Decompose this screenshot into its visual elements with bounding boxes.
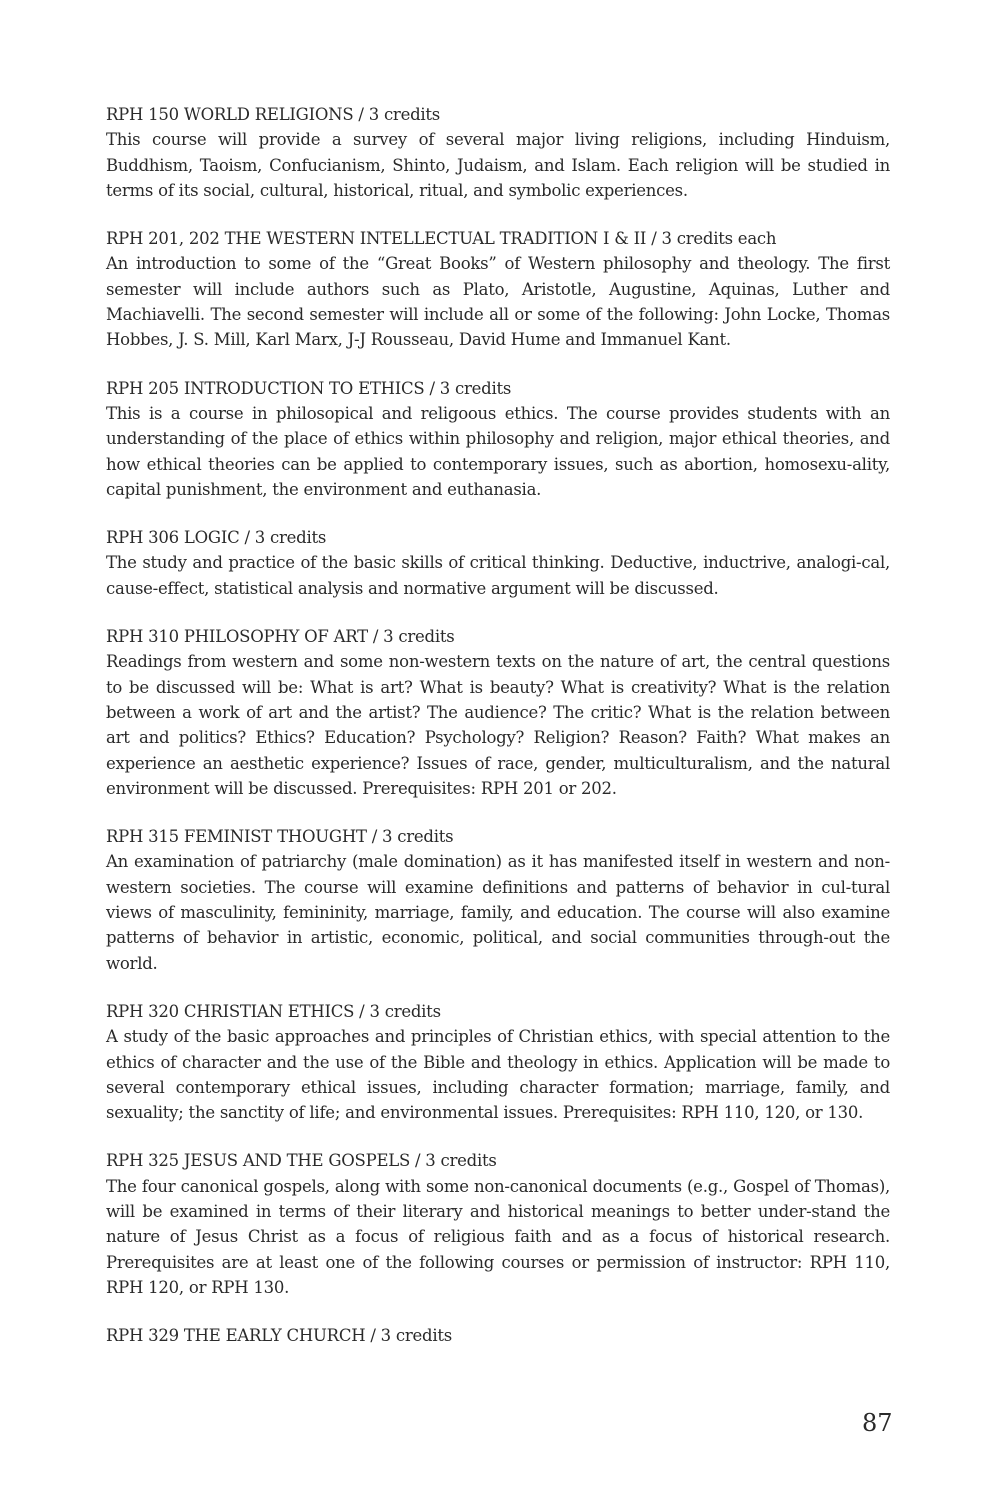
course-description: An examination of patriarchy (male domination) as it has manifested itself in western and non-western societies. The course will examine definitions and patterns of behavior in cul-tural views of masculinity, femininity, marriage, family, and education. The course will also examine patterns of behavior in artistic, economic, political, and social communities through-out the world. — [106, 852, 890, 973]
course-description: The study and practice of the basic skills of critical thinking. Deductive, inductrive, analogi-cal, cause-effect, statistical analysis and normative argument will be discussed. — [106, 553, 890, 598]
course-title: RPH 315 FEMINIST THOUGHT / 3 credits — [106, 827, 454, 847]
course-description: This course will provide a survey of several major living religions, including Hinduism, Buddhism, Taoism, Confucianism, Shinto, Judaism, and Islam. Each religion will be studied in terms of its social, cultural, historical, ritual, and symbolic experiences. — [106, 130, 890, 200]
course-title: RPH 205 INTRODUCTION TO ETHICS / 3 credits — [106, 378, 512, 398]
course-entry-rph-306 — [106, 525, 890, 601]
course-description: The four canonical gospels, along with some non-canonical documents (e.g., Gospel of Thomas), will be examined in terms of their literary and historical meanings to better under-stand the nature of Jesus Christ as a focus of religious faith and as a focus of historical research. Prerequisites are at least one of the following courses or permission of instructor: RPH 110, RPH 120, or RPH 130. — [106, 1176, 890, 1297]
course-title: RPH 325 JESUS AND THE GOSPELS / 3 credits — [106, 1151, 497, 1171]
course-entry-rph-315 — [106, 824, 890, 976]
course-description: This is a course in philosopical and religoous ethics. The course provides students with an understanding of the place of ethics within philosophy and religion, major ethical theories, and how ethical theories can be applied to contemporary issues, such as abortion, homosexu-ality, capital punishment, the environment and euthanasia. — [106, 403, 890, 499]
course-title: RPH 310 PHILOSOPHY OF ART / 3 credits — [106, 627, 455, 647]
course-title: RPH 201, 202 THE WESTERN INTELLECTUAL TRADITION I & II / 3 credits each — [106, 229, 777, 249]
course-entry-rph-205 — [106, 376, 890, 502]
course-description: A study of the basic approaches and principles of Christian ethics, with special attention to the ethics of character and the use of the Bible and theology in ethics. Application will be made to several contemporary ethical issues, including character formation; marriage, family, and sexuality; the sanctity of life; and environmental issues. Prerequisites: RPH 110, 120, or 130. — [106, 1027, 890, 1123]
course-entry-rph-320 — [106, 999, 890, 1125]
course-title: RPH 150 WORLD RELIGIONS / 3 credits — [106, 105, 441, 124]
course-entry-rph-150 — [106, 102, 890, 203]
course-entry-rph-325 — [106, 1148, 890, 1300]
course-title: RPH 320 CHRISTIAN ETHICS / 3 credits — [106, 1001, 441, 1021]
course-entry-rph-329 — [106, 1323, 890, 1348]
course-title: RPH 306 LOGIC / 3 credits — [106, 528, 327, 548]
course-title: RPH 329 THE EARLY CHURCH / 3 credits — [106, 1326, 452, 1346]
course-entry-rph-310 — [106, 624, 890, 801]
course-catalog-page — [106, 102, 890, 1371]
course-description: An introduction to some of the “Great Books” of Western philosophy and theology. The first semester will include authors such as Plato, Aristotle, Augustine, Aquinas, Luther and Machiavelli. The second semester will include all or some of the following: John Locke, Thomas Hobbes, J. S. Mill, Karl Marx, J-J Rousseau, David Hume and Immanuel Kant. — [106, 254, 890, 350]
course-entry-rph-201-202 — [106, 226, 890, 352]
page-number: 87 — [862, 1409, 893, 1437]
course-description: Readings from western and some non-western texts on the nature of art, the central questions to be discussed will be: What is art? What is beauty? What is creativity? What is the relation between a work of art and the artist? The audience? The critic? What is the relation between art and politics? Ethics? Education? Psychology? Religion? Reason? Faith? What makes an experience an aesthetic experience? Issues of race, gender, multiculturalism, and the natural environment will be discussed. Prerequisites: RPH 201 or 202. — [106, 652, 890, 798]
